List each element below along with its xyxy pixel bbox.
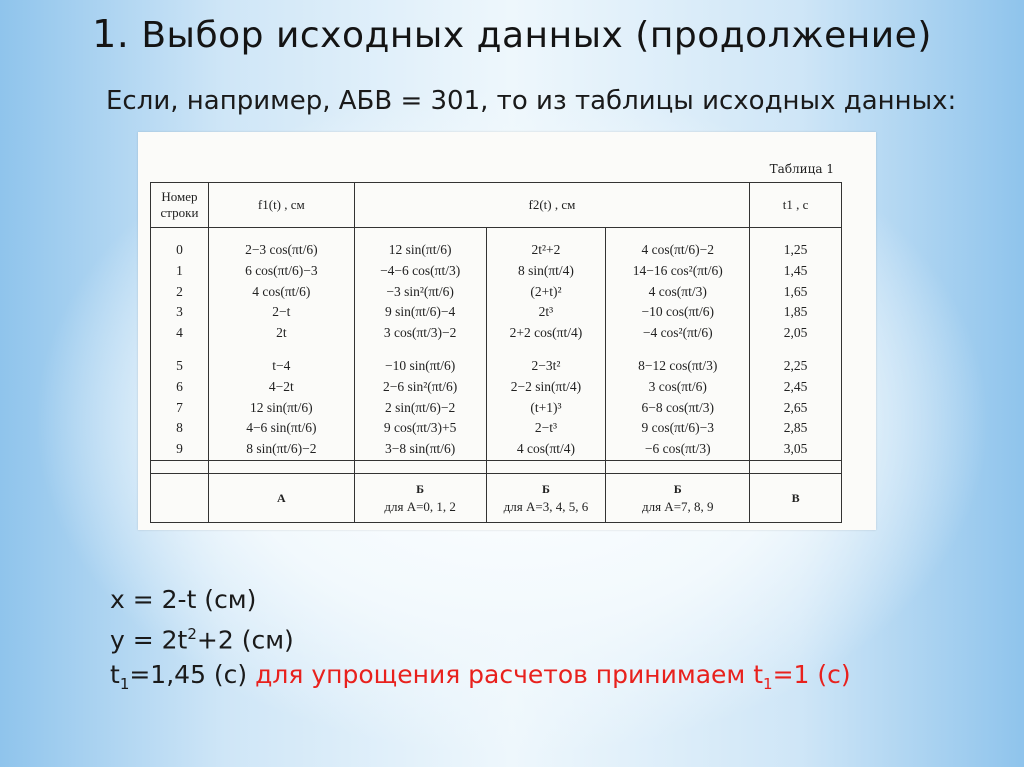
f2-col3: −10 cos(πt/6): [606, 302, 750, 323]
table-body: [151, 228, 842, 474]
row-number: 7: [151, 398, 209, 419]
f1-value: t−4: [208, 356, 354, 377]
f2-col3: 9 cos(πt/6)−3: [606, 418, 750, 439]
f2-col3: 6−8 cos(πt/3): [606, 398, 750, 419]
f2-col3: 4 cos(πt/3): [606, 282, 750, 303]
t1-value: 1,85: [750, 302, 842, 323]
slide-title: [0, 12, 1024, 56]
f2-col1: −4−6 cos(πt/3): [354, 261, 486, 282]
table-footer-row: [151, 473, 842, 522]
t1-value: 2,25: [750, 356, 842, 377]
table-row: [151, 261, 842, 282]
t1-value: 2,45: [750, 377, 842, 398]
f2-col2: (t+1)³: [486, 398, 606, 419]
spacer-row: [151, 460, 842, 473]
footer-v: В: [750, 473, 842, 522]
table-row: [151, 240, 842, 261]
formula-t1: $t_1=1,45$ (с) для упрощения расчетов принимаем $t_1=1$ (с): [110, 660, 851, 694]
f1-value: 6 cos(πt/6)−3: [208, 261, 354, 282]
table-row: [151, 302, 842, 323]
f2-col2: 4 cos(πt/4): [486, 439, 606, 460]
f2-col3: 3 cos(πt/6): [606, 377, 750, 398]
f2-col2: (2+t)²: [486, 282, 606, 303]
row-number: 3: [151, 302, 209, 323]
source-data-table: [150, 182, 842, 523]
f2-col1: 2−6 sin²(πt/6): [354, 377, 486, 398]
f2-col1: 3−8 sin(πt/6): [354, 439, 486, 460]
header-f2: f2(t) , см: [354, 183, 749, 228]
footer-empty: [151, 473, 209, 522]
f2-col3: −6 cos(πt/3): [606, 439, 750, 460]
f2-col1: 3 cos(πt/3)−2: [354, 323, 486, 344]
t1-value: 1,65: [750, 282, 842, 303]
t1-value: 1,25: [750, 240, 842, 261]
row-number: 6: [151, 377, 209, 398]
f2-col2: 2+2 cos(πt/4): [486, 323, 606, 344]
table-row: [151, 398, 842, 419]
t1-value: 1,45: [750, 261, 842, 282]
header-t1: t1 , с: [750, 183, 842, 228]
f2-col2: 2−3t²: [486, 356, 606, 377]
table-row: [151, 356, 842, 377]
table-caption: Таблица 1: [769, 162, 834, 176]
f1-value: 2−t: [208, 302, 354, 323]
intro-text: Если, например, АБВ = 301, то из таблицы исходных данных:: [106, 86, 957, 116]
spacer-row: [151, 228, 842, 241]
t1-value: 3,05: [750, 439, 842, 460]
f1-value: 4−6 sin(πt/6): [208, 418, 354, 439]
f2-col3: 8−12 cos(πt/3): [606, 356, 750, 377]
f1-value: 12 sin(πt/6): [208, 398, 354, 419]
footer-a: А: [208, 473, 354, 522]
f1-value: 4 cos(πt/6): [208, 282, 354, 303]
f2-col3: −4 cos²(πt/6): [606, 323, 750, 344]
f2-col2: 2−t³: [486, 418, 606, 439]
row-number: 9: [151, 439, 209, 460]
header-f1: f1(t) , см: [208, 183, 354, 228]
spacer-row: [151, 344, 842, 356]
f1-value: 8 sin(πt/6)−2: [208, 439, 354, 460]
row-number: 4: [151, 323, 209, 344]
f2-col1: 12 sin(πt/6): [354, 240, 486, 261]
selected-formulas: [110, 582, 851, 702]
t1-value: 2,65: [750, 398, 842, 419]
footer-b3: Б для А=7, 8, 9: [606, 473, 750, 522]
t1-value: 2,85: [750, 418, 842, 439]
title-number: 1.: [92, 12, 130, 56]
f1-value: 4−2t: [208, 377, 354, 398]
f2-col3: 14−16 cos²(πt/6): [606, 261, 750, 282]
f2-col1: 9 sin(πt/6)−4: [354, 302, 486, 323]
source-table-image: [138, 132, 876, 530]
row-number: 5: [151, 356, 209, 377]
table-row: [151, 439, 842, 460]
table-row: [151, 323, 842, 344]
title-text: Выбор исходных данных (продолжение): [141, 15, 932, 56]
row-number: 2: [151, 282, 209, 303]
formula-x: x = 2-t (см): [110, 585, 257, 614]
f2-col2: 8 sin(πt/4): [486, 261, 606, 282]
table-header-row: [151, 183, 842, 228]
header-row-number: Номер строки: [151, 183, 209, 228]
f2-col2: 2t³: [486, 302, 606, 323]
row-number: 1: [151, 261, 209, 282]
f1-value: 2−3 cos(πt/6): [208, 240, 354, 261]
f2-col1: −10 sin(πt/6): [354, 356, 486, 377]
formula-y: $y = 2t^2+2$ (см): [110, 625, 294, 655]
footer-b1: Б для А=0, 1, 2: [354, 473, 486, 522]
f2-col1: 9 cos(πt/3)+5: [354, 418, 486, 439]
row-number: 0: [151, 240, 209, 261]
footer-b2: Б для А=3, 4, 5, 6: [486, 473, 606, 522]
f2-col2: 2t²+2: [486, 240, 606, 261]
table-row: [151, 418, 842, 439]
table-row: [151, 282, 842, 303]
f2-col3: 4 cos(πt/6)−2: [606, 240, 750, 261]
row-number: 8: [151, 418, 209, 439]
f1-value: 2t: [208, 323, 354, 344]
f2-col1: 2 sin(πt/6)−2: [354, 398, 486, 419]
f2-col1: −3 sin²(πt/6): [354, 282, 486, 303]
simplification-note: для упрощения расчетов принимаем $t_1=1$ (с): [255, 660, 851, 694]
f2-col2: 2−2 sin(πt/4): [486, 377, 606, 398]
table-row: [151, 377, 842, 398]
t1-value: 2,05: [750, 323, 842, 344]
